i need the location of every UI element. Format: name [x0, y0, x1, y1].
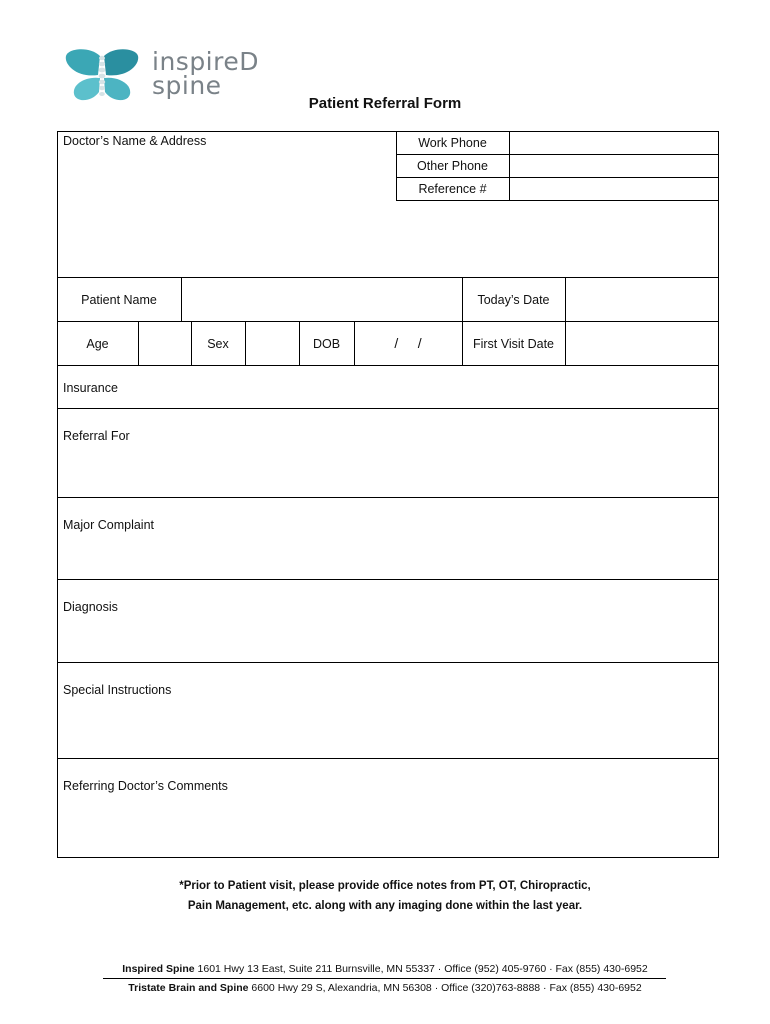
footer-org-1: Inspired Spine	[122, 963, 195, 975]
footer-org-2: Tristate Brain and Spine	[128, 982, 249, 994]
brand-line-2: spine	[152, 71, 222, 100]
brand-line-1: inspireD	[152, 47, 259, 76]
special-instructions-field[interactable]	[58, 702, 717, 757]
todays-date-field[interactable]	[566, 278, 717, 321]
reference-label: Reference #	[418, 182, 487, 196]
reference-field[interactable]	[510, 178, 717, 200]
first-visit-date-field[interactable]	[566, 322, 717, 365]
doctor-name-address-field[interactable]	[58, 150, 395, 276]
other-phone-label: Other Phone	[417, 159, 488, 173]
sex-field[interactable]	[246, 322, 298, 365]
footer-divider	[103, 978, 666, 979]
prior-visit-note-line-2: Pain Management, etc. along with any imaging done within the last year.	[187, 900, 583, 912]
dob-field[interactable]	[355, 322, 461, 365]
footer-address-2	[0, 982, 770, 994]
diagnosis-field[interactable]	[58, 619, 717, 661]
doctor-name-address-label: Doctor’s Name & Address	[63, 134, 207, 148]
work-phone-field[interactable]	[510, 132, 717, 154]
work-phone-label: Work Phone	[418, 136, 487, 150]
footer-details-1: 1601 Hwy 13 East, Suite 211 Burnsville, MN 55337 · Office (952) 405-9760 · Fax (855) 430-6952	[194, 963, 648, 975]
referral-for-field[interactable]	[58, 448, 717, 496]
prior-visit-note-line-1: *Prior to Patient visit, please provide office notes from PT, OT, Chiropractic,	[179, 880, 591, 892]
footer-details-2: 6600 Hwy 29 S, Alexandria, MN 56308 · Office (320)763-8888 · Fax (855) 430-6952	[248, 982, 642, 994]
page-title: Patient Referral Form	[308, 95, 462, 112]
insurance-field[interactable]	[140, 366, 717, 408]
age-label: Age	[86, 337, 109, 351]
dob-slashes: / /	[394, 335, 422, 351]
age-field[interactable]	[139, 322, 190, 365]
referral-for-label: Referral For	[63, 429, 130, 443]
referring-comments-label: Referring Doctor’s Comments	[63, 779, 228, 793]
first-visit-date-label: First Visit Date	[472, 337, 555, 351]
special-instructions-label: Special Instructions	[63, 683, 172, 697]
major-complaint-field[interactable]	[58, 537, 717, 578]
diagnosis-label: Diagnosis	[63, 600, 118, 614]
insurance-label: Insurance	[63, 381, 118, 395]
other-phone-field[interactable]	[510, 155, 717, 177]
referring-comments-field[interactable]	[58, 798, 717, 856]
sex-label: Sex	[207, 337, 229, 351]
footer-address-1	[0, 963, 770, 975]
major-complaint-label: Major Complaint	[63, 518, 155, 532]
dob-label: DOB	[312, 337, 341, 351]
patient-name-label: Patient Name	[81, 293, 157, 307]
patient-name-field[interactable]	[182, 278, 461, 321]
todays-date-label: Today’s Date	[477, 293, 550, 307]
brand-wordmark	[152, 47, 259, 100]
